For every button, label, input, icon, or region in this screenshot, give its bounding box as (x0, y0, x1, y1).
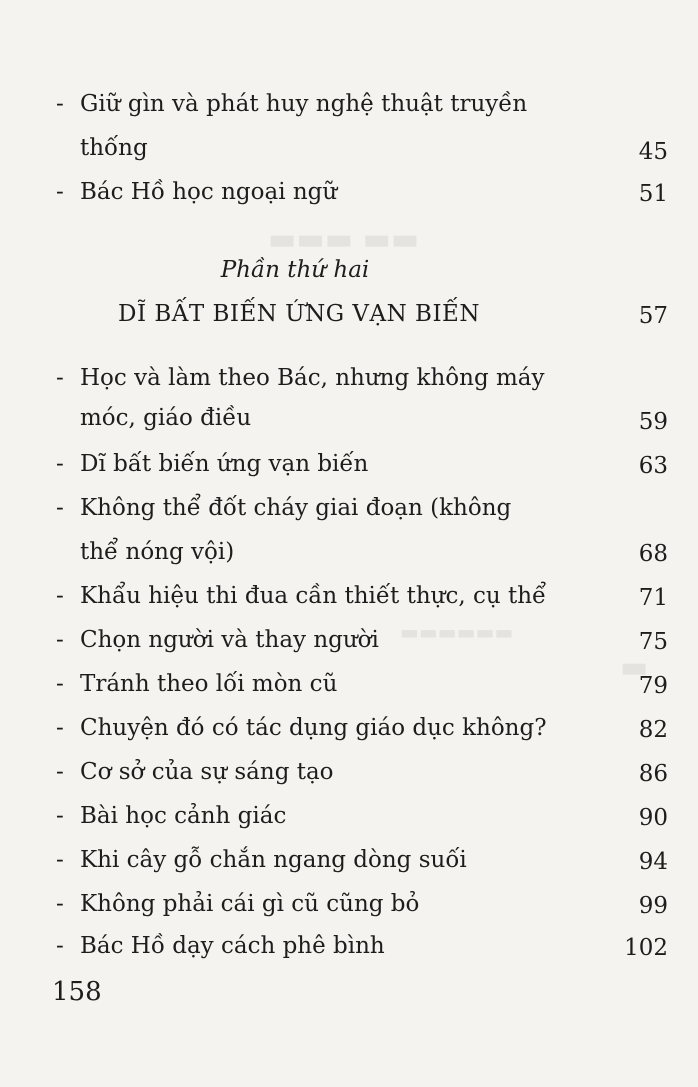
entry-title-line: Không phải cái gì cũ cũng bỏ (80, 891, 420, 917)
entry-dash: - (56, 627, 64, 653)
entry-title-line: Chuyện đó có tác dụng giáo dục không? (80, 715, 547, 741)
show-through-shape: ▬ (620, 650, 649, 685)
toc-entry[interactable] (56, 618, 668, 662)
section-label: Phần thứ hai (220, 257, 370, 283)
entry-page-number: 63 (638, 453, 668, 479)
entry-title-line: Bài học cảnh giác (80, 803, 287, 829)
section-title[interactable]: DĨ BẤT BIẾN ỨNG VẠN BIẾN (118, 301, 480, 327)
entry-title-line: Khẩu hiệu thi đua cần thiết thực, cụ thể (80, 583, 547, 609)
entry-page-number: 45 (638, 139, 668, 165)
entry-page-number: 102 (624, 935, 668, 961)
toc-entry[interactable] (56, 486, 668, 574)
entry-page-number: 99 (638, 893, 668, 919)
toc-entry[interactable] (56, 356, 668, 444)
entry-title-line: Giữ gìn và phát huy nghệ thuật truyền (80, 91, 528, 117)
toc-entry[interactable] (56, 442, 668, 486)
entry-dash: - (56, 451, 64, 477)
entry-page-number: 71 (638, 585, 668, 611)
entry-title-line: Cơ sở của sự sáng tạo (80, 759, 334, 785)
entry-dash: - (56, 759, 64, 785)
toc-entry[interactable] (56, 574, 668, 618)
entry-title-line: thể nóng vội) (80, 539, 235, 565)
show-through-shape: ▬▬▬▬▬▬ (400, 620, 514, 644)
entry-dash: - (56, 891, 64, 917)
entry-title-line: Khi cây gỗ chắn ngang dòng suối (80, 847, 467, 873)
entry-dash: - (56, 179, 64, 205)
entry-title-line: thống (80, 135, 148, 161)
toc-entry[interactable] (56, 706, 668, 750)
entry-page-number: 90 (638, 805, 668, 831)
folio-page-number: 158 (52, 977, 102, 1007)
entry-dash: - (56, 583, 64, 609)
entry-page-number: 59 (638, 409, 668, 435)
entry-page-number: 94 (638, 849, 668, 875)
toc-entry[interactable] (56, 882, 668, 926)
toc-entry[interactable] (56, 82, 668, 170)
entry-page-number: 75 (638, 629, 668, 655)
entry-dash: - (56, 715, 64, 741)
entry-page-number: 79 (638, 673, 668, 699)
show-through-shape: ▬▬▬ ▬▬ (268, 222, 420, 257)
entry-title-line: Chọn người và thay người (80, 627, 379, 653)
entry-dash: - (56, 91, 64, 117)
toc-entry[interactable] (56, 838, 668, 882)
entry-title-line: móc, giáo điều (80, 405, 252, 431)
toc-entry[interactable] (56, 170, 668, 214)
entry-page-number: 51 (638, 181, 668, 207)
entry-dash: - (56, 803, 64, 829)
entry-title-line: Không thể đốt cháy giai đoạn (không (80, 495, 512, 521)
entry-title-line: Dĩ bất biến ứng vạn biến (80, 451, 369, 477)
entry-page-number: 82 (638, 717, 668, 743)
entry-title-line: Tránh theo lối mòn cũ (80, 671, 338, 697)
entry-title-line: Bác Hồ học ngoại ngữ (80, 179, 338, 205)
toc-entry[interactable] (56, 794, 668, 838)
entry-dash: - (56, 847, 64, 873)
entry-dash: - (56, 671, 64, 697)
entry-dash: - (56, 365, 64, 391)
section-page-number: 57 (638, 303, 668, 329)
entry-dash: - (56, 933, 64, 959)
entry-page-number: 68 (638, 541, 668, 567)
toc-entry[interactable] (56, 924, 668, 968)
toc-entry[interactable] (56, 662, 668, 706)
entry-dash: - (56, 495, 64, 521)
entry-page-number: 86 (638, 761, 668, 787)
toc-entry[interactable] (56, 750, 668, 794)
entry-title-line: Học và làm theo Bác, nhưng không máy (80, 365, 545, 391)
entry-title-line: Bác Hồ dạy cách phê bình (80, 933, 385, 959)
